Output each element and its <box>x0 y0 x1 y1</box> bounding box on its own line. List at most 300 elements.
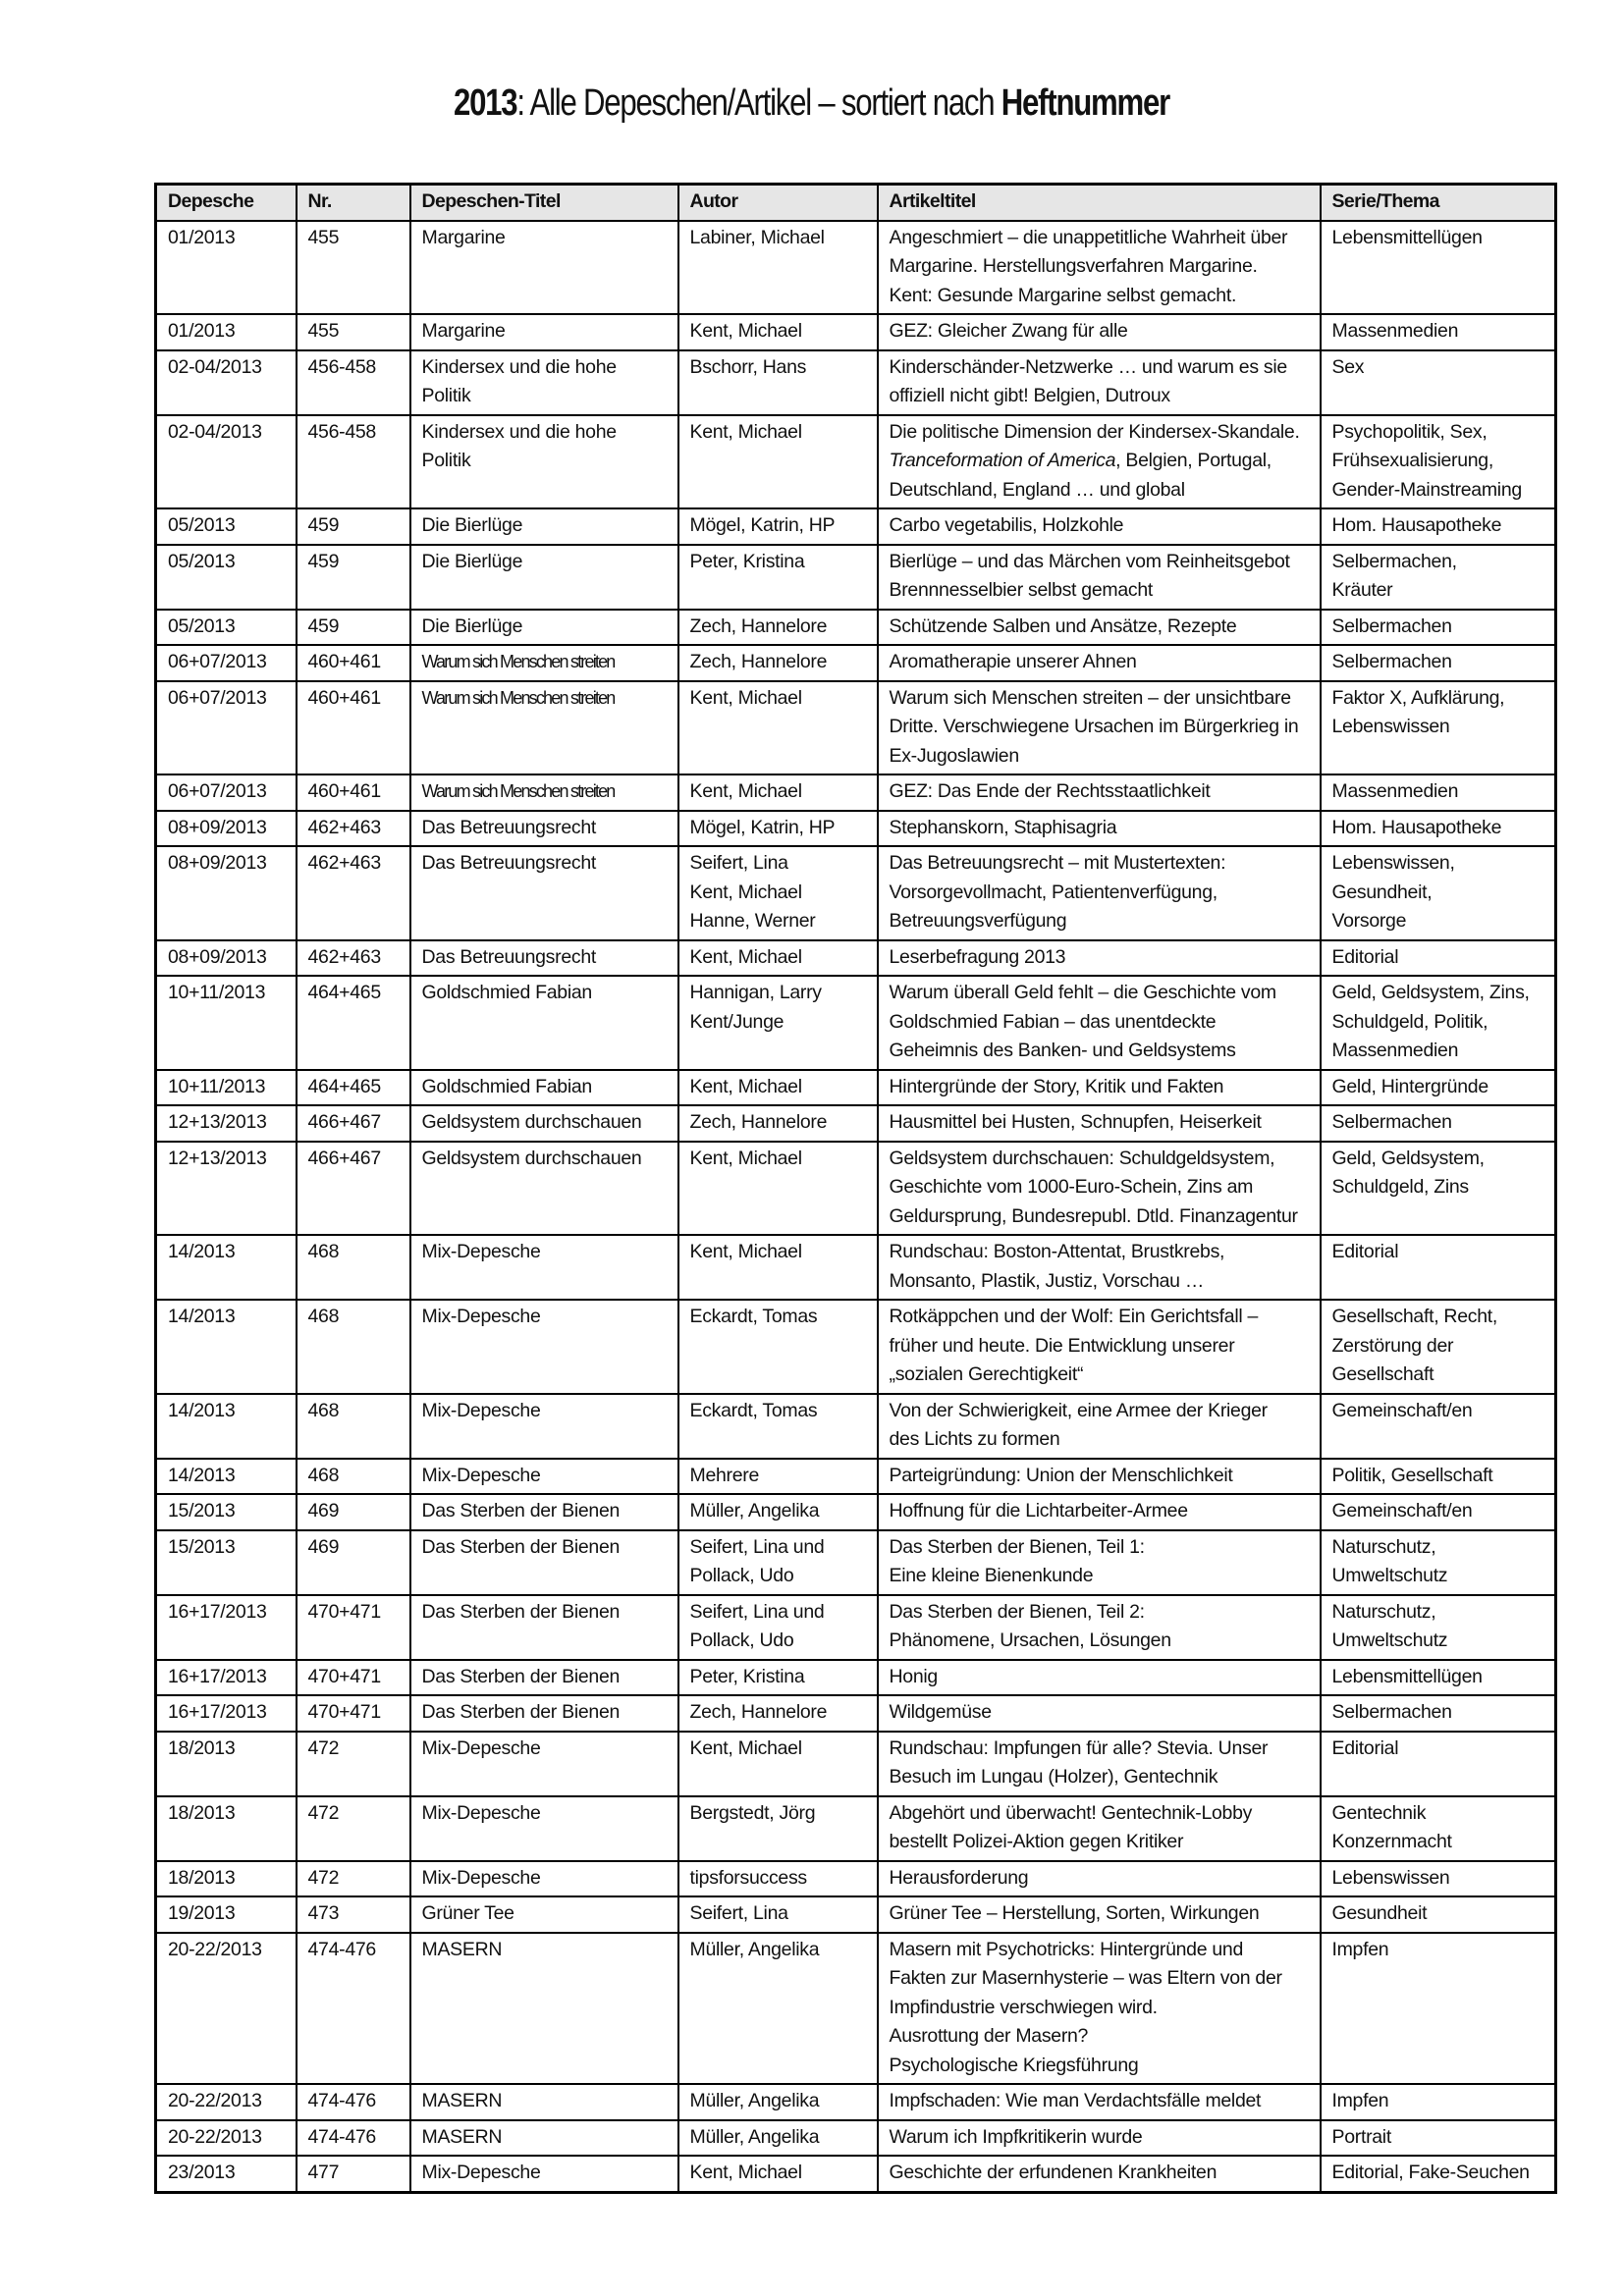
cell-depeschen-titel: MASERN <box>410 2120 678 2157</box>
cell-serie-thema-line: Editorial <box>1331 1736 1399 1759</box>
cell-artikeltitel-line: Stephanskorn, Staphisagria <box>889 816 1117 838</box>
header-depeschen-titel: Depeschen-Titel <box>410 185 678 221</box>
italic-title: Tranceformation of America <box>889 450 1116 471</box>
cell-depesche: 01/2013 <box>156 221 297 315</box>
cell-autor-line: Kent, Michael <box>689 420 802 443</box>
cell-serie-thema-line: Hom. Hausapotheke <box>1331 514 1502 536</box>
cell-depeschen-titel: Warum sich Menschen streiten <box>410 645 678 681</box>
cell-autor-line: Mehrere <box>689 1464 760 1486</box>
cell-autor <box>678 645 878 681</box>
cell-artikeltitel <box>878 415 1321 509</box>
cell-artikeltitel-line: Geldursprung, Bundesrepubl. Dtld. Finanzagentur <box>889 1204 1298 1227</box>
cell-serie-thema <box>1321 415 1556 509</box>
cell-artikeltitel <box>878 1595 1321 1660</box>
table-row <box>156 1494 1556 1530</box>
cell-nr: 459 <box>297 508 410 545</box>
cell-depeschen-titel: MASERN <box>410 1933 678 2085</box>
cell-artikeltitel-line: Besuch im Lungau (Holzer), Gentechnik <box>889 1766 1218 1788</box>
cell-depesche: 06+07/2013 <box>156 645 297 681</box>
cell-serie-thema-line: Umweltschutz <box>1331 1565 1448 1586</box>
cell-serie-thema-line: Lebenswissen, <box>1331 852 1455 874</box>
header-nr: Nr. <box>297 185 410 221</box>
cell-artikeltitel <box>878 610 1321 646</box>
cell-artikeltitel-line: Grüner Tee – Herstellung, Sorten, Wirkungen <box>889 1902 1260 1924</box>
table-row <box>156 1933 1556 2085</box>
cell-serie-thema-line: Selbermachen <box>1331 1701 1452 1723</box>
cell-artikeltitel-line: Masern mit Psychotricks: Hintergründe und <box>889 1938 1244 1960</box>
table-row <box>156 1695 1556 1732</box>
cell-serie-thema-line: Selbermachen <box>1331 651 1452 672</box>
cell-depesche: 20-22/2013 <box>156 1933 297 2085</box>
cell-serie-thema-line: Vorsorge <box>1331 910 1407 932</box>
cell-artikeltitel-line: Geheimnis des Banken- und Geldsystems <box>889 1040 1236 1061</box>
cell-depesche: 15/2013 <box>156 1530 297 1595</box>
cell-artikeltitel-line: Deutschland, England … und global <box>889 478 1185 501</box>
cell-depeschen-titel: Das Betreuungsrecht <box>410 940 678 977</box>
cell-artikeltitel <box>878 545 1321 610</box>
cell-serie-thema-line: Geld, Hintergründe <box>1331 1075 1488 1097</box>
table-row <box>156 940 1556 977</box>
cell-autor-line: Kent, Michael <box>689 1736 802 1759</box>
cell-artikeltitel <box>878 1933 1321 2085</box>
table-row <box>156 774 1556 811</box>
cell-artikeltitel <box>878 1394 1321 1459</box>
cell-artikeltitel <box>878 940 1321 977</box>
cell-autor-line: Labiner, Michael <box>689 226 825 248</box>
cell-nr: 466+467 <box>297 1105 410 1142</box>
cell-artikeltitel <box>878 1896 1321 1933</box>
cell-autor <box>678 1861 878 1897</box>
cell-depeschen-titel: Das Betreuungsrecht <box>410 811 678 847</box>
cell-depeschen-titel: Die Bierlüge <box>410 545 678 610</box>
cell-serie-thema-line: Impfen <box>1331 1938 1389 1960</box>
cell-artikeltitel-line: GEZ: Das Ende der Rechtsstaatlichkeit <box>889 780 1211 802</box>
articles-table <box>154 183 1557 2194</box>
title-middle: : Alle Depeschen/Artikel – sortiert nach <box>516 82 1001 124</box>
cell-depeschen-titel: Das Sterben der Bienen <box>410 1660 678 1696</box>
cell-artikeltitel <box>878 1732 1321 1796</box>
cell-autor-line: Kent, Michael <box>689 320 802 342</box>
cell-serie-thema <box>1321 846 1556 940</box>
cell-artikeltitel-line: Das Sterben der Bienen, Teil 2: <box>889 1600 1145 1623</box>
cell-serie-thema-line: Naturschutz, <box>1331 1535 1436 1558</box>
cell-depesche: 14/2013 <box>156 1394 297 1459</box>
cell-artikeltitel-line: Honig <box>889 1665 938 1687</box>
cell-nr: 474-476 <box>297 2120 410 2157</box>
cell-autor-line: Kent, Michael <box>689 945 802 968</box>
cell-artikeltitel-line: Hausmittel bei Husten, Schnupfen, Heiserkeit <box>889 1111 1262 1133</box>
cell-depesche: 08+09/2013 <box>156 940 297 977</box>
cell-serie-thema <box>1321 1896 1556 1933</box>
cell-autor-line: Mögel, Katrin, HP <box>689 514 836 536</box>
cell-nr: 470+471 <box>297 1595 410 1660</box>
cell-autor <box>678 1660 878 1696</box>
cell-depesche: 16+17/2013 <box>156 1695 297 1732</box>
cell-artikeltitel-line: Kinderschänder-Netzwerke … und warum es sie <box>889 355 1287 378</box>
cell-serie-thema-line: Umweltschutz <box>1331 1629 1448 1651</box>
cell-nr: 460+461 <box>297 774 410 811</box>
cell-autor <box>678 1070 878 1106</box>
table-row <box>156 1861 1556 1897</box>
cell-depesche: 23/2013 <box>156 2156 297 2192</box>
cell-serie-thema <box>1321 610 1556 646</box>
cell-depeschen-titel: Mix-Depesche <box>410 1861 678 1897</box>
cell-nr: 468 <box>297 1300 410 1394</box>
cell-autor-line: Müller, Angelika <box>689 1938 820 1960</box>
table-row <box>156 1595 1556 1660</box>
cell-serie-thema <box>1321 1394 1556 1459</box>
cell-serie-thema <box>1321 1695 1556 1732</box>
table-row <box>156 1732 1556 1796</box>
cell-artikeltitel <box>878 1459 1321 1495</box>
cell-artikeltitel-line: Monsanto, Plastik, Justiz, Vorschau … <box>889 1269 1205 1292</box>
table-row <box>156 2156 1556 2192</box>
cell-serie-thema <box>1321 2084 1556 2120</box>
cell-serie-thema-line: Selbermachen <box>1331 614 1452 637</box>
cell-autor <box>678 2084 878 2120</box>
cell-autor-line: Kent, Michael <box>689 2162 802 2183</box>
cell-artikeltitel-line: Leserbefragung 2013 <box>889 945 1066 968</box>
cell-artikeltitel-line: Kent: Gesunde Margarine selbst gemacht. <box>889 284 1237 306</box>
cell-serie-thema <box>1321 1070 1556 1106</box>
cell-depeschen-titel: Das Sterben der Bienen <box>410 1695 678 1732</box>
cell-artikeltitel <box>878 221 1321 315</box>
table-row <box>156 1896 1556 1933</box>
cell-depesche: 14/2013 <box>156 1459 297 1495</box>
cell-nr: 459 <box>297 545 410 610</box>
cell-serie-thema-line: Zerstörung der <box>1331 1334 1454 1357</box>
cell-serie-thema <box>1321 1861 1556 1897</box>
cell-serie-thema-line: Geld, Geldsystem, Zins, <box>1331 982 1530 1003</box>
cell-depesche: 08+09/2013 <box>156 811 297 847</box>
table-row <box>156 1530 1556 1595</box>
cell-artikeltitel-line: Psychologische Kriegsführung <box>889 2054 1139 2076</box>
cell-depeschen-titel: Mix-Depesche <box>410 1235 678 1300</box>
cell-autor-line: Zech, Hannelore <box>689 651 828 672</box>
cell-autor-line: Hanne, Werner <box>689 910 816 932</box>
cell-nr: 477 <box>297 2156 410 2192</box>
title-year: 2013 <box>453 82 517 124</box>
cell-artikeltitel-line: Phänomene, Ursachen, Lösungen <box>889 1629 1171 1651</box>
header-artikeltitel: Artikeltitel <box>878 185 1321 221</box>
cell-artikeltitel-line: „sozialen Gerechtigkeit“ <box>889 1363 1084 1385</box>
cell-serie-thema-line: Selbermachen, <box>1331 550 1457 572</box>
cell-autor-line: Zech, Hannelore <box>689 1111 828 1133</box>
cell-nr: 470+471 <box>297 1660 410 1696</box>
cell-autor-line: Eckardt, Tomas <box>689 1306 818 1327</box>
cell-serie-thema-line: Gemeinschaft/en <box>1331 1399 1473 1421</box>
cell-nr: 455 <box>297 314 410 350</box>
cell-depesche: 16+17/2013 <box>156 1660 297 1696</box>
cell-autor <box>678 1796 878 1861</box>
cell-artikeltitel <box>878 2156 1321 2192</box>
cell-artikeltitel-line: Ausrottung der Masern? <box>889 2025 1089 2047</box>
cell-depesche: 05/2013 <box>156 610 297 646</box>
cell-artikeltitel <box>878 774 1321 811</box>
cell-autor <box>678 545 878 610</box>
cell-artikeltitel <box>878 1660 1321 1696</box>
cell-serie-thema <box>1321 1660 1556 1696</box>
table-row <box>156 508 1556 545</box>
table-row <box>156 1394 1556 1459</box>
cell-depesche: 10+11/2013 <box>156 976 297 1070</box>
cell-autor <box>678 2156 878 2192</box>
cell-depesche: 08+09/2013 <box>156 846 297 940</box>
cell-nr: 472 <box>297 1732 410 1796</box>
cell-autor-line: Müller, Angelika <box>689 2090 820 2111</box>
cell-nr: 459 <box>297 610 410 646</box>
cell-serie-thema <box>1321 508 1556 545</box>
cell-artikeltitel-line: Dritte. Verschwiegene Ursachen im Bürgerkrieg in <box>889 716 1299 737</box>
cell-serie-thema-line: Editorial <box>1331 1241 1399 1262</box>
table-row <box>156 2084 1556 2120</box>
cell-serie-thema-line: Editorial <box>1331 945 1399 968</box>
cell-artikeltitel-line: Hintergründe der Story, Kritik und Fakten <box>889 1075 1224 1097</box>
cell-artikeltitel-line: Margarine. Herstellungsverfahren Margarine. <box>889 255 1258 277</box>
table-body <box>156 221 1556 2193</box>
cell-artikeltitel-line: Rundschau: Impfungen für alle? Stevia. Unser <box>889 1736 1269 1759</box>
table-row <box>156 645 1556 681</box>
cell-artikeltitel-line: Von der Schwierigkeit, eine Armee der Krieger <box>889 1399 1268 1421</box>
cell-nr: 460+461 <box>297 681 410 775</box>
cell-artikeltitel <box>878 681 1321 775</box>
cell-artikeltitel-line: Das Sterben der Bienen, Teil 1: <box>889 1535 1145 1558</box>
cell-depeschen-titel: MASERN <box>410 2084 678 2120</box>
cell-nr: 474-476 <box>297 2084 410 2120</box>
header-depesche: Depesche <box>156 185 297 221</box>
cell-serie-thema <box>1321 1595 1556 1660</box>
cell-artikeltitel <box>878 314 1321 350</box>
cell-artikeltitel <box>878 811 1321 847</box>
cell-autor-line: Kent, Michael <box>689 1147 802 1169</box>
cell-serie-thema <box>1321 811 1556 847</box>
header-serie-thema: Serie/Thema <box>1321 185 1556 221</box>
cell-artikeltitel <box>878 1300 1321 1394</box>
cell-artikeltitel <box>878 846 1321 940</box>
cell-artikeltitel-line: Geschichte der erfundenen Krankheiten <box>889 2162 1217 2183</box>
cell-autor <box>678 846 878 940</box>
cell-serie-thema-line: Portrait <box>1331 2125 1391 2148</box>
cell-artikeltitel-line: Wildgemüse <box>889 1701 992 1723</box>
cell-serie-thema <box>1321 350 1556 415</box>
cell-artikeltitel <box>878 1861 1321 1897</box>
cell-depeschen-titel: Mix-Depesche <box>410 1459 678 1495</box>
cell-artikeltitel-line: Vorsorgevollmacht, Patientenverfügung, <box>889 881 1217 903</box>
cell-serie-thema-line: Schuldgeld, Zins <box>1331 1176 1469 1198</box>
cell-autor <box>678 1695 878 1732</box>
cell-serie-thema-line: Hom. Hausapotheke <box>1331 816 1502 838</box>
cell-serie-thema-line: Frühsexualisierung, <box>1331 450 1493 471</box>
cell-artikeltitel-line: Geschichte vom 1000-Euro-Schein, Zins am <box>889 1176 1254 1198</box>
cell-autor-line: Seifert, Lina <box>689 1902 788 1924</box>
table-row <box>156 681 1556 775</box>
cell-autor-line: Seifert, Lina <box>689 852 788 874</box>
cell-autor <box>678 976 878 1070</box>
cell-depesche: 05/2013 <box>156 545 297 610</box>
cell-depeschen-titel: Die Bierlüge <box>410 610 678 646</box>
cell-depeschen-titel: Das Betreuungsrecht <box>410 846 678 940</box>
cell-artikeltitel-line: Rotkäppchen und der Wolf: Ein Gerichtsfall – <box>889 1306 1259 1327</box>
cell-nr: 464+465 <box>297 1070 410 1106</box>
cell-artikeltitel-line: Impfindustrie verschwiegen wird. <box>889 1996 1158 2018</box>
cell-artikeltitel <box>878 1796 1321 1861</box>
cell-autor-line: Kent, Michael <box>689 881 802 903</box>
cell-serie-thema <box>1321 1530 1556 1595</box>
cell-nr: 472 <box>297 1796 410 1861</box>
cell-depesche: 02-04/2013 <box>156 350 297 415</box>
cell-serie-thema-line: Faktor X, Aufklärung, <box>1331 686 1505 709</box>
cell-depeschen-titel: Das Sterben der Bienen <box>410 1595 678 1660</box>
cell-depeschen-titel: Margarine <box>410 221 678 315</box>
cell-autor <box>678 1394 878 1459</box>
table-row <box>156 1142 1556 1236</box>
cell-serie-thema-line: Konzernmacht <box>1331 1831 1452 1852</box>
cell-artikeltitel <box>878 1142 1321 1236</box>
cell-autor-line: Kent, Michael <box>689 1075 802 1097</box>
cell-artikeltitel <box>878 350 1321 415</box>
cell-artikeltitel <box>878 645 1321 681</box>
cell-autor-line: Zech, Hannelore <box>689 1701 828 1723</box>
cell-serie-thema <box>1321 1933 1556 2085</box>
cell-artikeltitel-line <box>890 447 1311 476</box>
cell-autor-line: tipsforsuccess <box>689 1866 807 1889</box>
cell-autor-line: Eckardt, Tomas <box>689 1399 818 1421</box>
cell-artikeltitel-line: Parteigründung: Union der Menschlichkeit <box>889 1464 1233 1486</box>
cell-artikeltitel <box>878 1695 1321 1732</box>
table-row <box>156 545 1556 610</box>
cell-autor <box>678 221 878 315</box>
cell-depesche: 10+11/2013 <box>156 1070 297 1106</box>
cell-autor <box>678 415 878 509</box>
cell-depesche: 12+13/2013 <box>156 1105 297 1142</box>
table-row <box>156 1300 1556 1394</box>
cell-artikeltitel-line: Warum sich Menschen streiten – der unsichtbare <box>889 686 1291 709</box>
cell-autor <box>678 1933 878 2085</box>
table-row <box>156 2120 1556 2157</box>
cell-autor-line: Zech, Hannelore <box>689 614 828 637</box>
cell-autor-line: Bschorr, Hans <box>689 355 807 378</box>
cell-serie-thema-line: Schuldgeld, Politik, <box>1331 1010 1488 1033</box>
cell-depesche: 01/2013 <box>156 314 297 350</box>
cell-depeschen-titel: Mix-Depesche <box>410 2156 678 2192</box>
cell-serie-thema-line: Impfen <box>1331 2090 1389 2111</box>
table-row <box>156 811 1556 847</box>
cell-artikeltitel-line: GEZ: Gleicher Zwang für alle <box>889 320 1128 342</box>
cell-autor <box>678 1494 878 1530</box>
cell-artikeltitel-line: des Lichts zu formen <box>889 1428 1060 1450</box>
table-row <box>156 1459 1556 1495</box>
cell-serie-thema <box>1321 1494 1556 1530</box>
cell-serie-thema <box>1321 774 1556 811</box>
cell-serie-thema <box>1321 1235 1556 1300</box>
cell-serie-thema-line: Massenmedien <box>1331 780 1459 802</box>
cell-depesche: 20-22/2013 <box>156 2120 297 2157</box>
cell-artikeltitel <box>878 1530 1321 1595</box>
cell-depeschen-titel: Kindersex und die hohe Politik <box>410 350 678 415</box>
cell-serie-thema-line: Editorial, Fake-Seuchen <box>1331 2162 1530 2183</box>
cell-autor-line: Bergstedt, Jörg <box>689 1801 816 1824</box>
cell-serie-thema-line: Gemeinschaft/en <box>1331 1500 1473 1522</box>
cell-serie-thema-line: Massenmedien <box>1331 1040 1459 1061</box>
cell-autor-line: Mögel, Katrin, HP <box>689 816 836 838</box>
table-row <box>156 1070 1556 1106</box>
cell-nr: 472 <box>297 1861 410 1897</box>
cell-serie-thema-line: Gesellschaft, Recht, <box>1331 1306 1497 1327</box>
cell-depesche: 02-04/2013 <box>156 415 297 509</box>
header-autor: Autor <box>678 185 878 221</box>
cell-serie-thema-line: Massenmedien <box>1331 320 1459 342</box>
cell-artikeltitel <box>878 976 1321 1070</box>
table-row <box>156 314 1556 350</box>
cell-artikeltitel-line: Abgehört und überwacht! Gentechnik-Lobby <box>889 1801 1253 1824</box>
cell-artikeltitel <box>878 2084 1321 2120</box>
cell-serie-thema <box>1321 1732 1556 1796</box>
cell-autor-line: Peter, Kristina <box>689 1665 805 1687</box>
cell-artikeltitel-line: Fakten zur Masernhysterie – was Eltern von der <box>889 1967 1282 1989</box>
cell-artikeltitel <box>878 508 1321 545</box>
cell-serie-thema <box>1321 1796 1556 1861</box>
cell-serie-thema <box>1321 314 1556 350</box>
cell-autor <box>678 1732 878 1796</box>
cell-autor <box>678 1105 878 1142</box>
cell-depeschen-titel: Das Sterben der Bienen <box>410 1494 678 1530</box>
cell-depeschen-titel: Mix-Depesche <box>410 1300 678 1394</box>
cell-nr: 462+463 <box>297 846 410 940</box>
cell-autor <box>678 610 878 646</box>
cell-artikeltitel-line: Aromatherapie unserer Ahnen <box>889 651 1137 672</box>
cell-artikeltitel <box>878 1105 1321 1142</box>
cell-artikeltitel-line: Herausforderung <box>889 1866 1029 1889</box>
cell-autor-line: Pollack, Udo <box>689 1629 794 1651</box>
cell-artikeltitel <box>878 1070 1321 1106</box>
cell-serie-thema-line: Selbermachen <box>1331 1111 1452 1133</box>
cell-autor <box>678 1235 878 1300</box>
cell-depeschen-titel: Warum sich Menschen streiten <box>410 774 678 811</box>
cell-depeschen-titel: Das Sterben der Bienen <box>410 1530 678 1595</box>
cell-depeschen-titel: Grüner Tee <box>410 1896 678 1933</box>
cell-nr: 462+463 <box>297 811 410 847</box>
cell-artikeltitel-line: Goldschmied Fabian – das unentdeckte <box>889 1010 1217 1033</box>
cell-serie-thema-line: Gesundheit <box>1331 1902 1428 1924</box>
cell-depesche: 20-22/2013 <box>156 2084 297 2120</box>
cell-autor <box>678 1530 878 1595</box>
table-row <box>156 1796 1556 1861</box>
cell-artikeltitel-line: bestellt Polizei-Aktion gegen Kritiker <box>889 1831 1184 1852</box>
cell-autor <box>678 2120 878 2157</box>
cell-autor-line: Seifert, Lina und <box>689 1600 825 1623</box>
cell-depesche: 18/2013 <box>156 1861 297 1897</box>
cell-depeschen-titel: Kindersex und die hohe Politik <box>410 415 678 509</box>
cell-serie-thema <box>1321 1459 1556 1495</box>
cell-depesche: 16+17/2013 <box>156 1595 297 1660</box>
cell-artikeltitel-line: Brennnesselbier selbst gemacht <box>889 579 1153 601</box>
cell-serie-thema <box>1321 645 1556 681</box>
cell-artikeltitel-line: Warum ich Impfkritikerin wurde <box>889 2125 1143 2148</box>
cell-serie-thema <box>1321 940 1556 977</box>
cell-depeschen-titel: Mix-Depesche <box>410 1394 678 1459</box>
table-row <box>156 610 1556 646</box>
italic-title-suffix: , Belgien, Portugal, <box>1115 450 1271 471</box>
cell-serie-thema-line: Gentechnik <box>1331 1801 1427 1824</box>
cell-depesche: 06+07/2013 <box>156 681 297 775</box>
cell-autor <box>678 811 878 847</box>
cell-nr: 469 <box>297 1494 410 1530</box>
cell-nr: 474-476 <box>297 1933 410 2085</box>
cell-serie-thema-line: Naturschutz, <box>1331 1600 1436 1623</box>
cell-depeschen-titel: Mix-Depesche <box>410 1732 678 1796</box>
cell-serie-thema <box>1321 1142 1556 1236</box>
cell-serie-thema-line: Kräuter <box>1331 579 1393 601</box>
